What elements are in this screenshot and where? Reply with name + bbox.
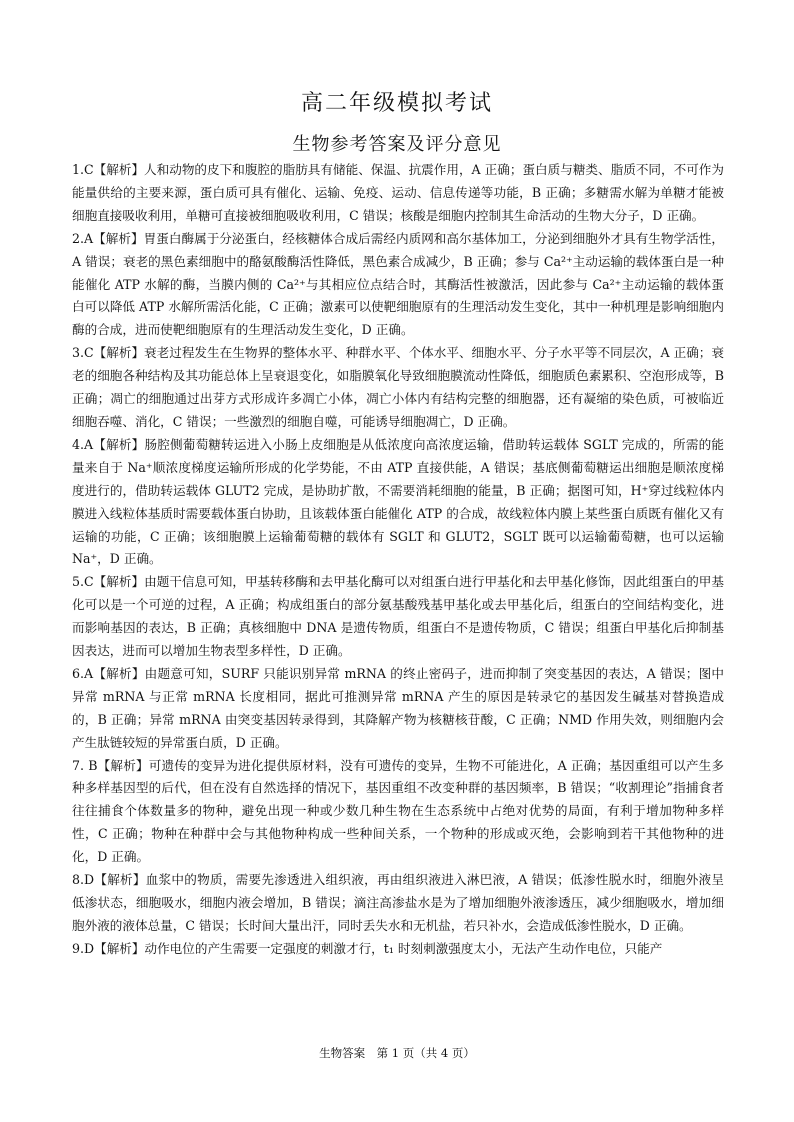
page-footer: 生物答案 第 1 页（共 4 页） <box>319 1046 475 1060</box>
answer-item-3: 3.C【解析】衰老过程发生在生物界的整体水平、种群水平、个体水平、细胞水平、分子水平等不同层次，A 正确；衰老的细胞各种结构及其功能总体上呈衰退变化，如脂膜氧化导致细胞膜流动性降低，细胞质色素累积、空泡形成等，B 正确；凋亡的细胞通过出芽方式形成许多凋亡小体，凋亡小体内有结构完整的细胞器，还有凝缩的染色质，可被临近细胞吞噬、消化，C 错误；一些激烈的细胞自噬，可能诱导细胞凋亡，D 正确。 <box>72 345 724 429</box>
answer-list <box>72 159 724 961</box>
answer-item-8: 8.D【解析】血浆中的物质，需要先渗透进入组织液，再由组织液进入淋巴液，A 错误；低渗性脱水时，细胞外液呈低渗状态，细胞吸水，细胞内液会增加，B 错误；滴注高渗盐水是为了增加细胞外液渗透压，减少细胞吸水，增加细胞外液的液体总量，C 错误；长时间大量出汗，同时丢失水和无机盐，若只补水，会造成低渗性脱水，D 正确。 <box>72 872 724 933</box>
answer-item-7: 7. B【解析】可遗传的变异为进化提供原材料，没有可遗传的变异，生物不可能进化，A 正确；基因重组可以产生多种多样基因型的后代，但在没有自然选择的情况下，基因重组不改变种群的基因频率，B 错误；“收割理论”指捕食者往往捕食个体数量多的物种，避免出现一种或少数几种生物在生态系统中占绝对优势的局面，有利于增加物种多样性，C 正确；物种在种群中会与其他物种构成一些种间关系，一个物种的形成或灭绝，会影响到若干其他物种的进化，D 正确。 <box>72 757 724 865</box>
answer-item-1: 1.C【解析】人和动物的皮下和腹腔的脂肪具有储能、保温、抗震作用，A 正确；蛋白质与糖类、脂质不同，不可作为能量供给的主要来源，蛋白质可具有催化、运输、免疫、运动、信息传递等功能，B 正确；多糖需水解为单糖才能被细胞直接吸收利用，单糖可直接被细胞吸收利用，C 错误；核酸是细胞内控制其生命活动的生物大分子，D 正确。 <box>72 162 724 223</box>
answer-item-4: 4.A【解析】肠腔侧葡萄糖转运进入小肠上皮细胞是从低浓度向高浓度运输，借助转运载体 SGLT 完成的，所需的能量来自于 Na⁺顺浓度梯度运输所形成的化学势能，不由 ATP 直接供能，A 错误；基底侧葡萄糖运出细胞是顺浓度梯度进行的，借助转运载体 GLUT2 完成，是协助扩散，不需要消耗细胞的能量，B 正确；据图可知，H⁺穿过线粒体内膜进入线粒体基质时需要载体蛋白协助，且该载体蛋白能催化 ATP 的合成，故线粒体内膜上某些蛋白质既有催化又有运输的功能，C 正确；该细胞膜上运输葡萄糖的载体有 SGLT 和 GLUT2，SGLT 既可以运输葡萄糖，也可以运输 Na⁺，D 正确。 <box>72 436 724 567</box>
answer-item-6: 6.A【解析】由题意可知，SURF 只能识别异常 mRNA 的终止密码子，进而抑制了突变基因的表达，A 错误；图中异常 mRNA 与正常 mRNA 长度相同，据此可推测异常 mRNA 产生的原因是转录它的基因发生碱基对替换造成的，B 正确；异常 mRNA 由突变基因转录得到，其降解产物为核糖核苷酸，C 正确；NMD 作用失效，则细胞内会产生肽链较短的异常蛋白质，D 正确。 <box>72 665 724 750</box>
answer-item-9: 9.D【解析】动作电位的产生需要一定强度的刺激才行，t₁ 时刻刺激强度太小，无法产生动作电位，只能产 <box>72 940 663 956</box>
answer-item-5: 5.C【解析】由题干信息可知，甲基转移酶和去甲基化酶可以对组蛋白进行甲基化和去甲基化修饰，因此组蛋白的甲基化可以是一个可逆的过程，A 正确；构成组蛋白的部分氨基酸残基甲基化或去甲基化后，组蛋白的空间结构变化，进而影响基因的表达，B 正确；真核细胞中 DNA 是遗传物质，组蛋白不是遗传物质，C 错误；组蛋白甲基化后抑制基因表达，进而可以增加生物表型多样性，D 正确。 <box>72 574 724 659</box>
answer-item-2: 2.A【解析】胃蛋白酶属于分泌蛋白，经核糖体合成后需经内质网和高尔基体加工，分泌到细胞外才具有生物学活性，A 错误；衰老的黑色素细胞中的酪氨酸酶活性降低，黑色素合成减少，B 正确；参与 Ca²⁺主动运输的载体蛋白是一种能催化 ATP 水解的酶，当膜内侧的 Ca²⁺与其相应位点结合时，其酶活性被激活，因此参与 Ca²⁺主动运输的载体蛋白可以降低 ATP 水解所需活化能，C 正确；激素可以使靶细胞原有的生理活动发生变化，其中一种机理是影响细胞内酶的合成，进而使靶细胞原有的生理活动发生变化，D 正确。 <box>72 230 724 338</box>
exam-title: 高二年级模拟考试 <box>300 91 493 116</box>
answer-key-subtitle: 生物参考答案及评分意见 <box>292 134 502 155</box>
